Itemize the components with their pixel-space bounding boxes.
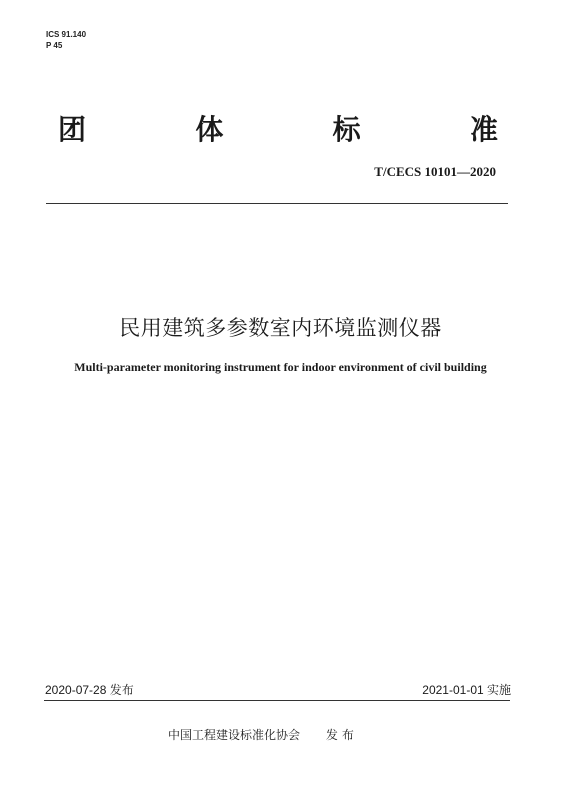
document-title-english: Multi-parameter monitoring instrument for indoor environment of civil building — [74, 360, 487, 374]
header-divider — [46, 203, 508, 204]
footer-divider — [44, 700, 510, 701]
ccs-code: P 45 — [46, 41, 63, 50]
standard-number: T/CECS 10101—2020 — [374, 164, 496, 179]
publisher-name: 中国工程建设标准化协会 — [168, 728, 301, 742]
publish-label: 发布 — [325, 728, 358, 742]
classification-codes — [46, 29, 86, 51]
publisher-line — [168, 726, 358, 743]
standard-type-char: 团 — [58, 113, 87, 146]
release-date: 2020-07-28 发布 — [45, 683, 134, 697]
standard-type-heading — [58, 108, 498, 148]
implementation-date: 2021-01-01 实施 — [422, 683, 511, 697]
document-title-chinese: 民用建筑多参数室内环境监测仪器 — [119, 316, 442, 340]
standard-type-char: 准 — [469, 113, 498, 146]
ics-code: ICS 91.140 — [46, 30, 87, 39]
standard-type-char: 体 — [195, 113, 224, 146]
standard-type-char: 标 — [332, 113, 361, 146]
